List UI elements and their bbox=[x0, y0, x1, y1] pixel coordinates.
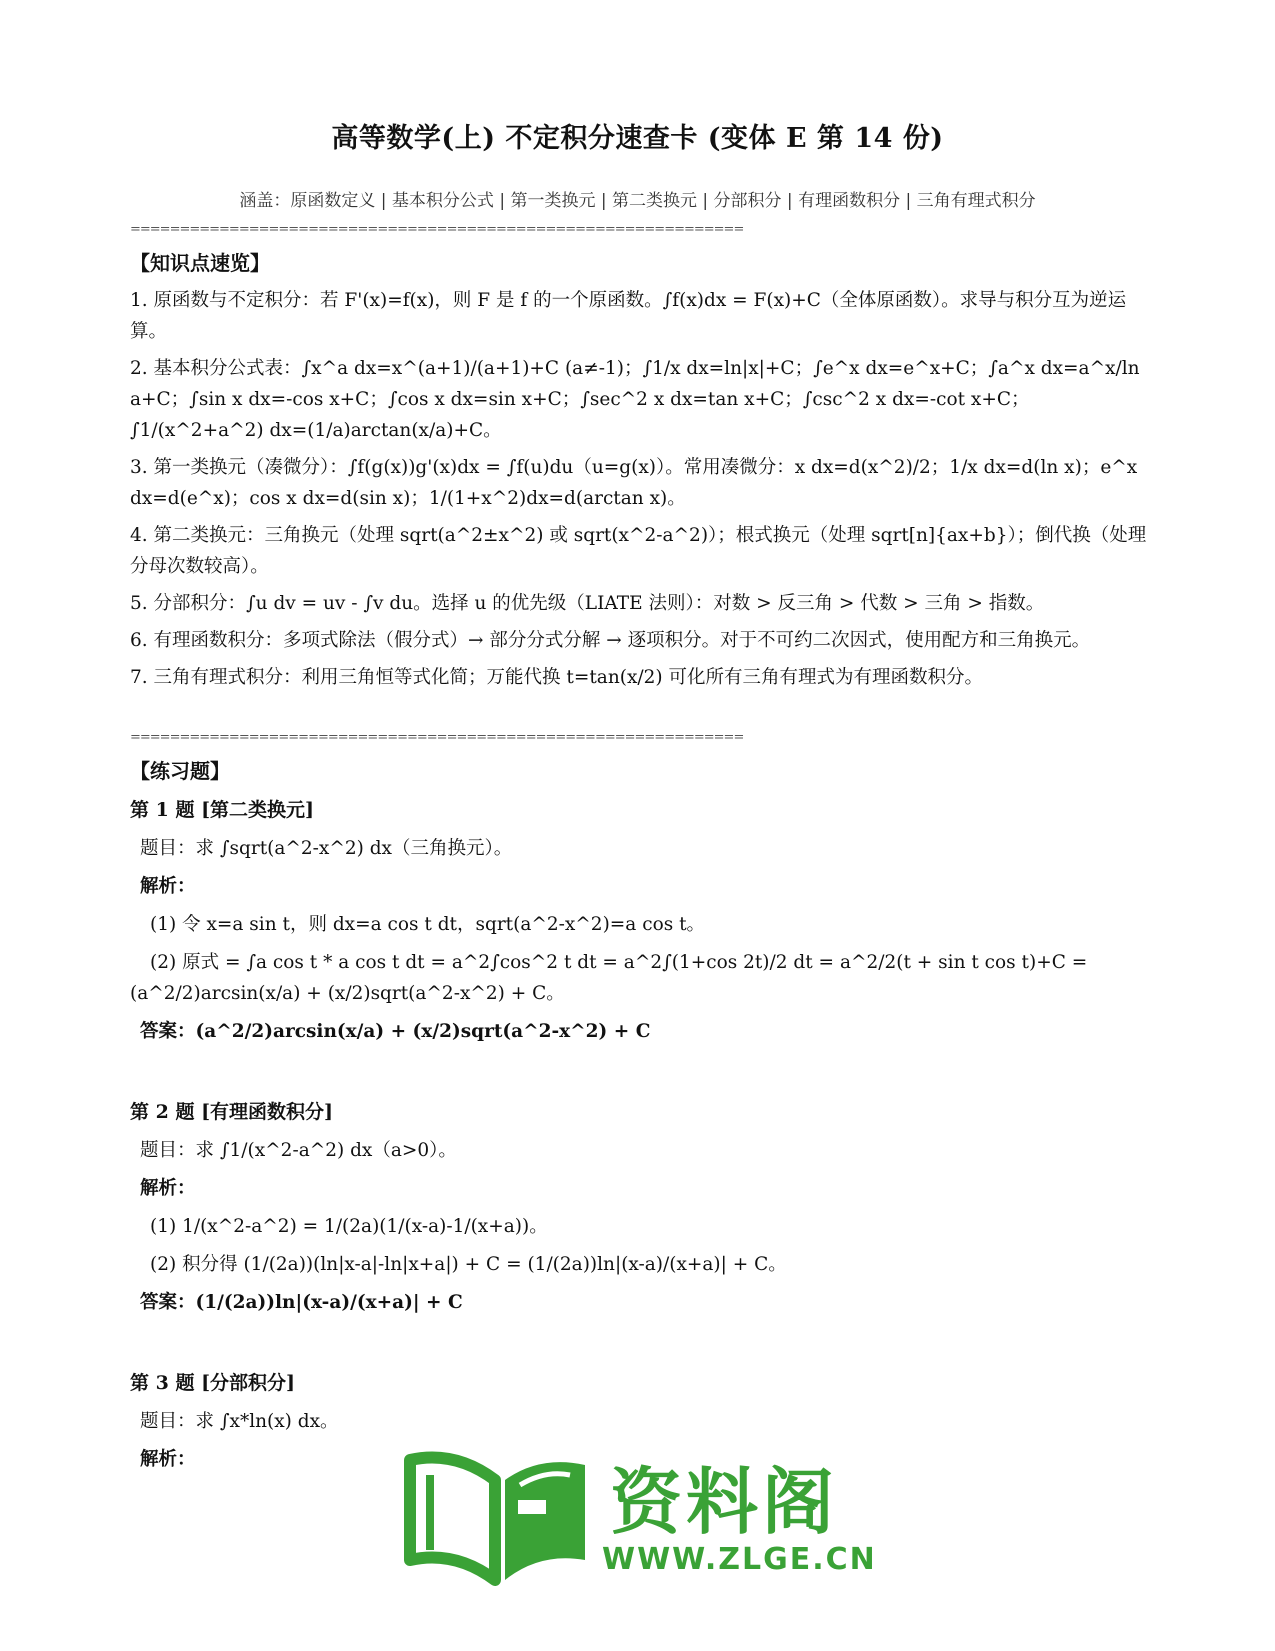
problem-block bbox=[130, 1097, 1150, 1318]
knowledge-item: 6. 有理函数积分：多项式除法（假分式）→ 部分分式分解 → 逐项积分。对于不可约二次因式，使用配方和三角换元。 bbox=[130, 630, 1091, 651]
solution-step: (2) 积分得 (1/(2a))(ln|x-a|-ln|x+a|) + C = (1/(2a))ln|(x-a)/(x+a)| + C。 bbox=[150, 1254, 787, 1275]
problem-question: 题目：求 ∫sqrt(a^2-x^2) dx（三角换元）。 bbox=[140, 838, 513, 859]
knowledge-item: 3. 第一类换元（凑微分）：∫f(g(x))g'(x)dx = ∫f(u)du（u=g(x)）。常用凑微分：x dx=d(x^2)/2；1/x dx=d(ln x)；e^x dx=d(e^x)；cos x dx=d(sin x)；1/(1+x^2)dx=d(arctan x)。 bbox=[130, 457, 1138, 509]
knowledge-section bbox=[130, 248, 1150, 693]
answer-line: 答案：(1/(2a))ln|(x-a)/(x+a)| + C bbox=[140, 1292, 463, 1313]
watermark-logo bbox=[400, 1440, 877, 1600]
analysis-label: 解析： bbox=[140, 1449, 196, 1470]
page-title: 高等数学(上) 不定积分速查卡 (变体 E 第 14 份) bbox=[331, 123, 944, 154]
knowledge-item: 7. 三角有理式积分：利用三角恒等式化简；万能代换 t=tan(x/2) 可化所有三角有理式为有理函数积分。 bbox=[130, 667, 983, 688]
problem-heading: 第 3 题 [分部积分] bbox=[130, 1372, 296, 1394]
divider-line: ============================================================== bbox=[130, 222, 744, 237]
solution-step: (2) 原式 = ∫a cos t * a cos t dt = a^2∫cos^2 t dt = a^2∫(1+cos 2t)/2 dt = a^2/2(t + sin t cos t)+C = (a^2/2)arcsin(x/a) + (x/2)sqrt(a^2-x^2) + C。 bbox=[130, 952, 1088, 1004]
section-heading-practice: 【练习题】 bbox=[130, 759, 230, 783]
problem-question: 题目：求 ∫1/(x^2-a^2) dx（a>0）。 bbox=[140, 1140, 457, 1161]
page-subtitle: 涵盖：原函数定义 | 基本积分公式 | 第一类换元 | 第二类换元 | 分部积分 | 有理函数积分 | 三角有理式积分 bbox=[239, 191, 1036, 211]
knowledge-item: 4. 第二类换元：三角换元（处理 sqrt(a^2±x^2) 或 sqrt(x^2-a^2)）；根式换元（处理 sqrt[n]{ax+b}）；倒代换（处理分母次数较高）。 bbox=[130, 525, 1147, 577]
practice-section bbox=[130, 756, 1150, 1475]
open-book-icon bbox=[400, 1440, 600, 1590]
section-heading-knowledge: 【知识点速览】 bbox=[130, 251, 270, 275]
divider-line: ============================================================== bbox=[130, 730, 744, 745]
answer-line: 答案：(a^2/2)arcsin(x/a) + (x/2)sqrt(a^2-x^2) + C bbox=[140, 1021, 651, 1042]
knowledge-item: 5. 分部积分：∫u dv = uv - ∫v du。选择 u 的优先级（LIATE 法则）：对数 > 反三角 > 代数 > 三角 > 指数。 bbox=[130, 593, 1045, 614]
problem-heading: 第 2 题 [有理函数积分] bbox=[130, 1101, 334, 1123]
watermark-url: WWW.ZLGE.CN bbox=[602, 1542, 877, 1577]
analysis-label: 解析： bbox=[140, 1178, 196, 1199]
knowledge-item: 2. 基本积分公式表：∫x^a dx=x^(a+1)/(a+1)+C (a≠-1)；∫1/x dx=ln|x|+C；∫e^x dx=e^x+C；∫a^x dx=a^x/ln a+C；∫sin x dx=-cos x+C；∫cos x dx=sin x+C；∫sec^2 x dx=tan x+C；∫csc^2 x dx=-cot x+C；∫1/(x^2+a^2) dx=(1/a)arctan(x/a)+C。 bbox=[130, 358, 1140, 441]
analysis-label: 解析： bbox=[140, 876, 196, 897]
problem-question: 题目：求 ∫x*ln(x) dx。 bbox=[140, 1411, 339, 1432]
solution-step: (1) 令 x=a sin t，则 dx=a cos t dt，sqrt(a^2-x^2)=a cos t。 bbox=[150, 914, 706, 935]
solution-step: (1) 1/(x^2-a^2) = 1/(2a)(1/(x-a)-1/(x+a))。 bbox=[150, 1216, 548, 1237]
problem-block bbox=[130, 795, 1150, 1047]
watermark-name: 资料阁 bbox=[610, 1460, 839, 1544]
knowledge-item: 1. 原函数与不定积分：若 F'(x)=f(x)，则 F 是 f 的一个原函数。∫f(x)dx = F(x)+C（全体原函数）。求导与积分互为逆运算。 bbox=[130, 290, 1127, 342]
problem-heading: 第 1 题 [第二类换元] bbox=[130, 799, 315, 821]
